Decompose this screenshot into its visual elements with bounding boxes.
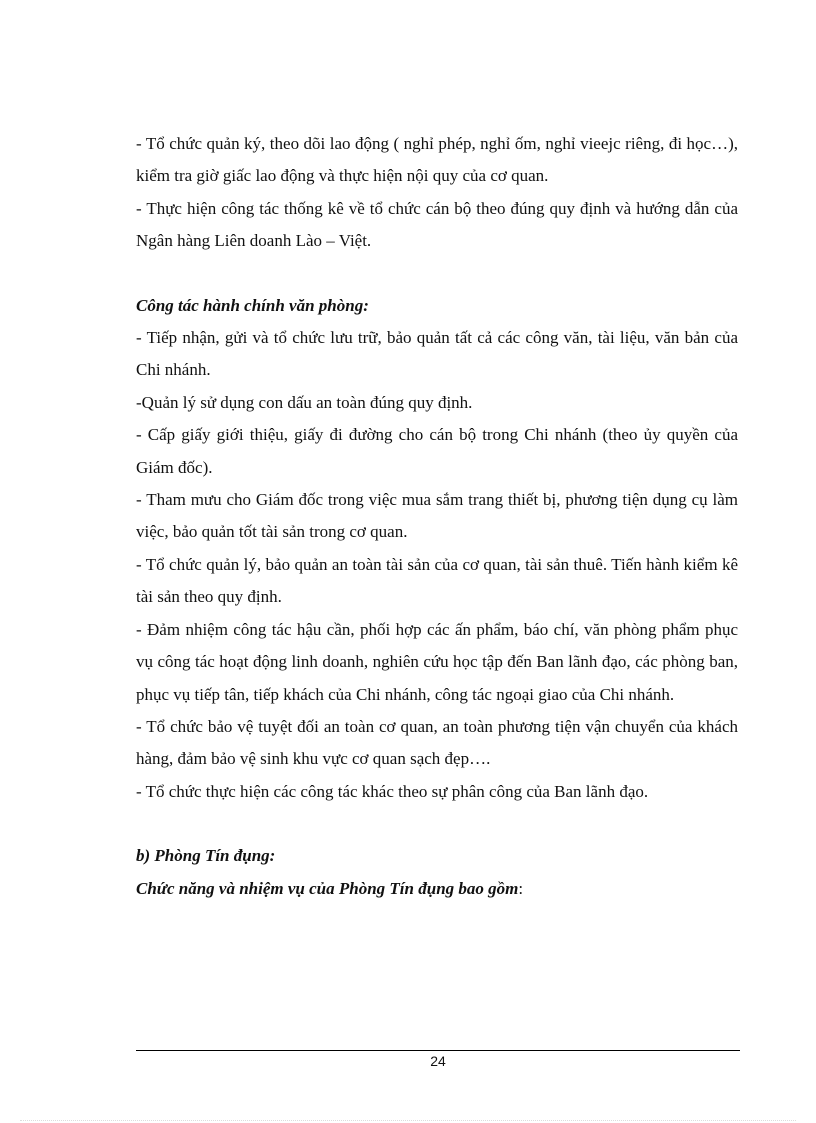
subheading-text: Chức năng và nhiệm vụ của Phòng Tín đụng bao gồm [136,878,519,898]
section-heading-credit-department: b) Phòng Tín đụng: [136,846,276,866]
list-item: - Tổ chức thực hiện các công tác khác theo sự phân công của Ban lãnh đạo. [136,781,649,801]
paragraph-labor-management: - Tổ chức quản ký, theo dõi lao động ( nghỉ phép, nghỉ ốm, nghỉ vieejc riêng, đi học…), kiểm tra giờ giấc lao động và thực hiện nội quy của cơ quan. [136,134,738,186]
footer-divider [136,1050,740,1051]
list-item: - Tổ chức bảo vệ tuyệt đối an toàn cơ quan, an toàn phương tiện vận chuyển của khách hàng, đảm bảo vệ sinh khu vực cơ quan sạch đẹp…. [136,716,738,769]
page-number: 24 [430,1053,446,1069]
list-item: - Đảm nhiệm công tác hậu cần, phối hợp các ấn phẩm, báo chí, văn phòng phẩm phục vụ công tác hoạt động linh doanh, nghiên cứu học tập đến Ban lãnh đạo, các phòng ban, phục vụ tiếp tân, tiếp khách của Chi nhánh, công tác ngoại giao của Chi nhánh. [136,619,738,704]
list-item: - Cấp giấy giới thiệu, giấy đi đường cho cán bộ trong Chi nhánh (theo ủy quyền của Giám đốc). [136,425,738,477]
spacer [136,258,738,290]
list-item: -Quản lý sử dụng con dấu an toàn đúng quy định. [136,392,473,412]
list-item: - Tiếp nhận, gửi và tổ chức lưu trữ, bảo quản tất cả các công văn, tài liệu, văn bản của Chi nhánh. [136,328,738,380]
spacer [136,808,738,840]
subheading-colon: : [518,878,524,898]
subheading-credit-functions [136,873,738,905]
list-item: - Tổ chức quản lý, bảo quản an toàn tài sản của cơ quan, tài sản thuê. Tiến hành kiểm kê tài sản theo quy định. [136,554,738,607]
section-heading-admin-office: Công tác hành chính văn phòng: [136,295,369,315]
list-item: - Tham mưu cho Giám đốc trong việc mua sắm trang thiết bị, phương tiện dụng cụ làm việc, bảo quản tốt tài sản trong cơ quan. [136,490,738,542]
page-body [136,128,738,905]
paragraph-statistics: - Thực hiện công tác thống kê về tổ chức cán bộ theo đúng quy định và hướng dẫn của Ngân hàng Liên doanh Lào – Việt. [136,198,738,251]
page-bottom-edge [20,1120,796,1121]
